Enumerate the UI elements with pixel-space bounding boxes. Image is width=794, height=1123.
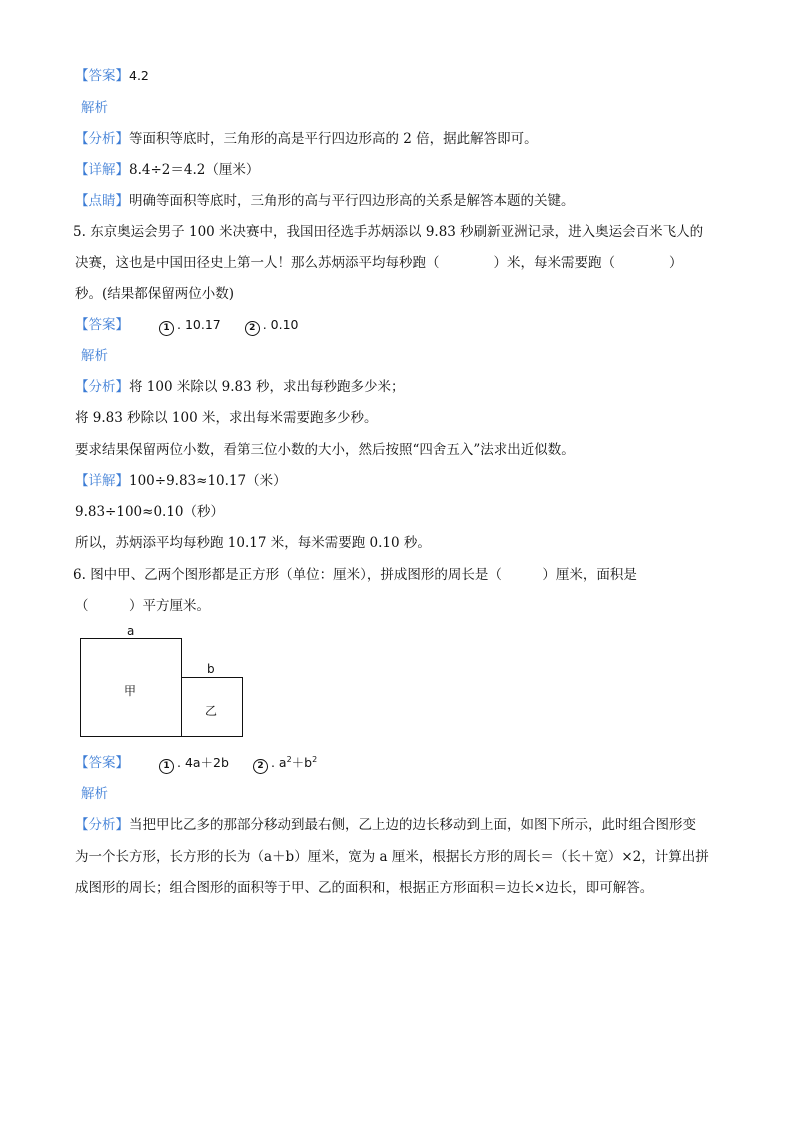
label-b: b bbox=[207, 662, 215, 676]
q5-analysis-line-2 bbox=[75, 408, 378, 428]
q4-comment-text: 明确等面积等底时，三角形的高与平行四边形高的关系是解答本题的关键。 bbox=[129, 193, 575, 209]
analysis-label: 【分析】 bbox=[75, 379, 129, 395]
squares-figure bbox=[80, 624, 250, 744]
q5-analysis-line-1 bbox=[75, 377, 405, 397]
label-yi: 乙 bbox=[205, 704, 218, 718]
q5-question-text-2: 决赛，这也是中国田径史上第一人！那么苏炳添平均每秒跑（ ）米，每米需要跑（ ） bbox=[75, 255, 683, 271]
q4-analysis-text: 等面积等底时，三角形的高是平行四边形高的 2 倍，据此解答即可。 bbox=[129, 131, 538, 147]
q5-analysis-text-1: 将 100 米除以 9.83 秒，求出每秒跑多少米； bbox=[129, 379, 405, 395]
analysis-label: 【分析】 bbox=[75, 131, 129, 147]
q6-answer-line bbox=[75, 753, 317, 774]
q5-analysis-text-3: 要求结果保留两位小数，看第三位小数的大小，然后按照“四舍五入”法求出近似数。 bbox=[75, 442, 575, 458]
q5-detail-line-1 bbox=[75, 471, 287, 491]
q6-analysis-text-2: 为一个长方形，长方形的长为（a＋b）厘米，宽为 a 厘米，根据长方形的周长＝（长＋宽）×2，计算出拼 bbox=[75, 849, 709, 865]
detail-tag: 【详解】 bbox=[75, 473, 129, 489]
q5-answer-1: . 10.17 bbox=[177, 317, 221, 332]
q6-question-line-1 bbox=[73, 565, 637, 585]
q4-analysis-heading bbox=[75, 98, 108, 118]
q5-analysis-text-2: 将 9.83 秒除以 100 米，求出每米需要跑多少秒。 bbox=[75, 410, 378, 426]
q5-answer-line bbox=[75, 315, 299, 336]
q5-detail-text-1: 100÷9.83≈10.17（米） bbox=[129, 473, 287, 489]
q4-detail-line bbox=[75, 160, 259, 180]
q6-question-line-2 bbox=[75, 596, 210, 616]
q6-answer-2: . $a^2+b^2$ bbox=[270, 755, 318, 770]
answer-tag: 【答案】 bbox=[75, 68, 129, 84]
q6-number: 6. bbox=[73, 567, 86, 583]
q5-question-line-2 bbox=[75, 253, 683, 273]
circled-number-icon: 2 bbox=[245, 321, 260, 336]
q5-detail-text-2: 9.83÷100≈0.10（秒） bbox=[75, 504, 225, 520]
q4-comment-line bbox=[75, 191, 575, 211]
q6-analysis-line-2 bbox=[75, 847, 709, 867]
analysis-tag: 解析 bbox=[81, 100, 108, 116]
q5-question-line-1 bbox=[73, 222, 703, 242]
q5-detail-text-3: 所以，苏炳添平均每秒跑 10.17 米，每米需要跑 0.10 秒。 bbox=[75, 535, 431, 551]
q6-question-text-2: （ ）平方厘米。 bbox=[75, 598, 210, 614]
q4-analysis-line bbox=[75, 129, 538, 149]
answer-tag: 【答案】 bbox=[75, 755, 129, 771]
circled-number-icon: 1 bbox=[159, 759, 174, 774]
q6-answer-1: . 4a＋2b bbox=[177, 755, 229, 770]
q6-question-text-1: 图中甲、乙两个图形都是正方形（单位：厘米），拼成图形的周长是（ ）厘米，面积是 bbox=[90, 567, 637, 583]
q5-analysis-heading bbox=[75, 346, 108, 366]
q6-analysis-text-3: 成图形的周长；组合图形的面积等于甲、乙的面积和，根据正方形面积＝边长×边长，即可解答。 bbox=[75, 880, 654, 896]
q5-number: 5. bbox=[73, 224, 86, 240]
circled-number-icon: 2 bbox=[253, 759, 268, 774]
q6-analysis-heading bbox=[75, 784, 108, 804]
q4-answer-value: 4.2 bbox=[129, 68, 149, 83]
q5-question-text-3: 秒。(结果都保留两位小数) bbox=[75, 286, 235, 302]
q5-detail-line-2 bbox=[75, 502, 224, 522]
label-jia: 甲 bbox=[124, 684, 137, 698]
q5-answer-2: . 0.10 bbox=[262, 317, 299, 332]
comment-tag: 【点睛】 bbox=[75, 193, 129, 209]
analysis-tag: 解析 bbox=[81, 786, 108, 802]
q6-analysis-line-1 bbox=[75, 815, 696, 835]
q5-detail-line-3 bbox=[75, 533, 431, 553]
analysis-label: 【分析】 bbox=[75, 817, 129, 833]
circled-number-icon: 1 bbox=[159, 321, 174, 336]
q6-analysis-text-1: 当把甲比乙多的那部分移动到最右侧，乙上边的边长移动到上面，如图下所示，此时组合图形变 bbox=[129, 817, 696, 833]
detail-tag: 【详解】 bbox=[75, 162, 129, 178]
q6-analysis-line-3 bbox=[75, 878, 653, 898]
analysis-tag: 解析 bbox=[81, 348, 108, 364]
q5-question-line-3 bbox=[75, 284, 234, 304]
label-a: a bbox=[127, 624, 135, 638]
q5-analysis-line-3 bbox=[75, 440, 575, 460]
q4-detail-text: 8.4÷2＝4.2（厘米） bbox=[129, 162, 260, 178]
q5-question-text-1: 东京奥运会男子 100 米决赛中，我国田径选手苏炳添以 9.83 秒刷新亚洲记录，进入奥运会百米飞人的 bbox=[90, 224, 704, 240]
answer-tag: 【答案】 bbox=[75, 317, 129, 333]
q4-answer-line bbox=[75, 66, 149, 86]
